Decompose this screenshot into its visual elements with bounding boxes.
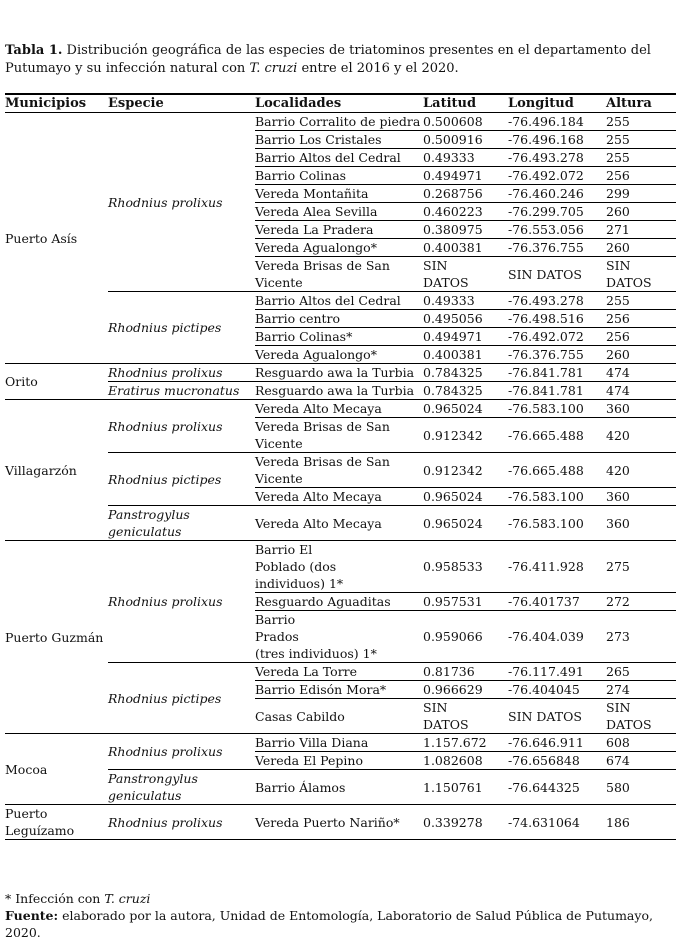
- latitude-cell: 0.965024: [423, 506, 508, 541]
- locality-cell: Barrio Colinas: [255, 167, 423, 185]
- altitude-cell: 255: [606, 149, 676, 167]
- altitude-cell: 186: [606, 805, 676, 840]
- latitude-cell: 0.957531: [423, 593, 508, 611]
- locality-cell: Vereda Agualongo*: [255, 346, 423, 364]
- longitude-cell: -74.631064: [508, 805, 606, 840]
- altitude-cell: 360: [606, 506, 676, 541]
- locality-cell: Vereda Alea Sevilla: [255, 203, 423, 221]
- table-row: [5, 113, 676, 131]
- altitude-cell: 474: [606, 382, 676, 400]
- triatomine-table: [5, 93, 676, 840]
- altitude-cell: 674: [606, 752, 676, 770]
- longitude-cell: -76.498.516: [508, 310, 606, 328]
- longitude-cell: -76.376.755: [508, 346, 606, 364]
- altitude-cell: 260: [606, 203, 676, 221]
- species-cell: Rhodnius prolixus: [108, 400, 255, 453]
- latitude-cell: 0.958533: [423, 541, 508, 593]
- footnote-text: * Infección con: [5, 891, 105, 906]
- longitude-cell: -76.376.755: [508, 239, 606, 257]
- species-cell: Rhodnius pictipes: [108, 453, 255, 506]
- longitude-cell: -76.553.056: [508, 221, 606, 239]
- longitude-cell: -76.411.928: [508, 541, 606, 593]
- longitude-cell: SIN DATOS: [508, 257, 606, 292]
- municipio-cell: Orito: [5, 364, 108, 400]
- table-caption: [5, 42, 675, 78]
- altitude-cell: 255: [606, 131, 676, 149]
- latitude-cell: 0.49333: [423, 292, 508, 310]
- locality-cell: Barrio centro: [255, 310, 423, 328]
- altitude-cell: 256: [606, 167, 676, 185]
- locality-cell: Vereda Puerto Nariño*: [255, 805, 423, 840]
- municipio-cell: Villagarzón: [5, 400, 108, 541]
- locality-cell: Vereda Alto Mecaya: [255, 506, 423, 541]
- altitude-cell: 273: [606, 611, 676, 663]
- locality-cell: Vereda Brisas de San Vicente: [255, 418, 423, 453]
- latitude-cell: 0.784325: [423, 364, 508, 382]
- longitude-cell: -76.644325: [508, 770, 606, 805]
- altitude-cell: 256: [606, 310, 676, 328]
- altitude-cell: 272: [606, 593, 676, 611]
- latitude-cell: 0.784325: [423, 382, 508, 400]
- altitude-cell: 360: [606, 488, 676, 506]
- longitude-cell: -76.299.705: [508, 203, 606, 221]
- latitude-cell: 0.965024: [423, 400, 508, 418]
- latitude-cell: 0.500608: [423, 113, 508, 131]
- locality-cell: Vereda Brisas de San Vicente: [255, 257, 423, 292]
- latitude-cell: 0.339278: [423, 805, 508, 840]
- altitude-cell: 474: [606, 364, 676, 382]
- altitude-cell: 255: [606, 292, 676, 310]
- altitude-cell: 420: [606, 453, 676, 488]
- caption-italic: T. cruzi: [249, 61, 298, 76]
- caption-text: Distribución geográfica de las especies de triatominos presentes en el departamento del Putumayo y su infección natural con: [5, 43, 651, 76]
- latitude-cell: 0.965024: [423, 488, 508, 506]
- longitude-cell: -76.496.184: [508, 113, 606, 131]
- locality-cell: Vereda Agualongo*: [255, 239, 423, 257]
- species-cell: Rhodnius pictipes: [108, 292, 255, 364]
- longitude-cell: -76.841.781: [508, 382, 606, 400]
- longitude-cell: -76.460.246: [508, 185, 606, 203]
- latitude-cell: 0.268756: [423, 185, 508, 203]
- locality-cell: Barrio Edisón Mora*: [255, 681, 423, 699]
- no-data-value: SIN DATOS: [423, 258, 469, 290]
- source-note: [5, 907, 675, 941]
- altitude-cell: 260: [606, 239, 676, 257]
- locality-cell: Barrio Prados (tres individuos) 1*: [255, 611, 423, 663]
- longitude-cell: -76.493.278: [508, 149, 606, 167]
- caption-text-end: entre el 2016 y el 2020.: [297, 61, 459, 76]
- longitude-cell: -76.496.168: [508, 131, 606, 149]
- locality-cell: Vereda La Pradera: [255, 221, 423, 239]
- table-notes: [5, 890, 675, 941]
- locality-cell: Barrio Altos del Cedral: [255, 292, 423, 310]
- altitude-cell: [606, 699, 676, 734]
- locality-cell: Vereda Brisas de San Vicente: [255, 453, 423, 488]
- locality-cell: Vereda Alto Mecaya: [255, 488, 423, 506]
- species-cell: Eratirus mucronatus: [108, 382, 255, 400]
- latitude-cell: 0.500916: [423, 131, 508, 149]
- longitude-cell: -76.841.781: [508, 364, 606, 382]
- altitude-cell: 608: [606, 734, 676, 752]
- altitude-cell: [606, 257, 676, 292]
- latitude-cell: 0.49333: [423, 149, 508, 167]
- municipio-cell: Mocoa: [5, 734, 108, 805]
- species-cell: Rhodnius pictipes: [108, 663, 255, 734]
- longitude-cell: -76.117.491: [508, 663, 606, 681]
- footnote: [5, 890, 675, 907]
- altitude-cell: 255: [606, 113, 676, 131]
- latitude-cell: 0.959066: [423, 611, 508, 663]
- latitude-cell: 0.380975: [423, 221, 508, 239]
- table-body: [5, 113, 676, 840]
- longitude-cell: SIN DATOS: [508, 699, 606, 734]
- locality-cell: Vereda El Pepino: [255, 752, 423, 770]
- species-cell: Panstrogylus geniculatus: [108, 506, 255, 541]
- footnote-italic: T. cruzi: [104, 891, 151, 906]
- locality-cell: Casas Cabildo: [255, 699, 423, 734]
- longitude-cell: -76.583.100: [508, 506, 606, 541]
- latitude-cell: 0.912342: [423, 418, 508, 453]
- longitude-cell: -76.583.100: [508, 400, 606, 418]
- source-label: Fuente:: [5, 908, 59, 923]
- locality-cell: Barrio Altos del Cedral: [255, 149, 423, 167]
- locality-cell: Resguardo Aguaditas: [255, 593, 423, 611]
- header-latitud: Latitud: [423, 94, 508, 113]
- header-longitud: Longitud: [508, 94, 606, 113]
- latitude-cell: 0.912342: [423, 453, 508, 488]
- species-cell: Rhodnius prolixus: [108, 113, 255, 292]
- altitude-cell: 420: [606, 418, 676, 453]
- longitude-cell: -76.665.488: [508, 453, 606, 488]
- header-especie: Especie: [108, 94, 255, 113]
- caption-label: Tabla 1.: [5, 43, 63, 58]
- no-data-value: SIN DATOS: [423, 700, 469, 732]
- altitude-cell: 580: [606, 770, 676, 805]
- latitude-cell: 1.157.672: [423, 734, 508, 752]
- latitude-cell: 0.400381: [423, 239, 508, 257]
- longitude-cell: -76.656848: [508, 752, 606, 770]
- longitude-cell: -76.404.039: [508, 611, 606, 663]
- latitude-cell: [423, 257, 508, 292]
- species-cell: Rhodnius prolixus: [108, 541, 255, 663]
- longitude-cell: -76.401737: [508, 593, 606, 611]
- altitude-cell: 256: [606, 328, 676, 346]
- altitude-cell: 299: [606, 185, 676, 203]
- locality-cell: Barrio Los Cristales: [255, 131, 423, 149]
- longitude-cell: -76.646.911: [508, 734, 606, 752]
- no-data-value: SIN DATOS: [606, 258, 652, 290]
- latitude-cell: 0.495056: [423, 310, 508, 328]
- locality-cell: Barrio Villa Diana: [255, 734, 423, 752]
- altitude-cell: 265: [606, 663, 676, 681]
- locality-cell: Barrio El Poblado (dos individuos) 1*: [255, 541, 423, 593]
- longitude-cell: -76.492.072: [508, 167, 606, 185]
- longitude-cell: -76.492.072: [508, 328, 606, 346]
- altitude-cell: 260: [606, 346, 676, 364]
- longitude-cell: -76.493.278: [508, 292, 606, 310]
- municipio-cell: Puerto Guzmán: [5, 541, 108, 734]
- header-localidades: Localidades: [255, 94, 423, 113]
- table-row: [5, 541, 676, 593]
- species-cell: Rhodnius prolixus: [108, 364, 255, 382]
- altitude-cell: 360: [606, 400, 676, 418]
- locality-cell: Vereda La Torre: [255, 663, 423, 681]
- table-row: [5, 400, 676, 418]
- altitude-cell: 274: [606, 681, 676, 699]
- header-row: [5, 94, 676, 113]
- latitude-cell: 0.460223: [423, 203, 508, 221]
- latitude-cell: 1.082608: [423, 752, 508, 770]
- latitude-cell: 0.494971: [423, 167, 508, 185]
- locality-cell: Barrio Álamos: [255, 770, 423, 805]
- longitude-cell: -76.583.100: [508, 488, 606, 506]
- locality-cell: Barrio Corralito de piedra: [255, 113, 423, 131]
- altitude-cell: 275: [606, 541, 676, 593]
- species-cell: Panstrongylus geniculatus: [108, 770, 255, 805]
- latitude-cell: 1.150761: [423, 770, 508, 805]
- municipio-cell: Puerto Asís: [5, 113, 108, 364]
- municipio-cell: Puerto Leguízamo: [5, 805, 108, 840]
- locality-cell: Vereda Montañita: [255, 185, 423, 203]
- latitude-cell: 0.400381: [423, 346, 508, 364]
- species-cell: Rhodnius prolixus: [108, 805, 255, 840]
- header-altura: Altura: [606, 94, 676, 113]
- altitude-cell: 271: [606, 221, 676, 239]
- locality-cell: Resguardo awa la Turbia: [255, 364, 423, 382]
- latitude-cell: [423, 699, 508, 734]
- locality-cell: Vereda Alto Mecaya: [255, 400, 423, 418]
- longitude-cell: -76.404045: [508, 681, 606, 699]
- species-cell: Rhodnius prolixus: [108, 734, 255, 770]
- latitude-cell: 0.494971: [423, 328, 508, 346]
- longitude-cell: -76.665.488: [508, 418, 606, 453]
- locality-cell: Resguardo awa la Turbia: [255, 382, 423, 400]
- header-municipios: Municipios: [5, 94, 108, 113]
- source-text: elaborado por la autora, Unidad de Entomología, Laboratorio de Salud Pública de Putumayo, 2020.: [5, 908, 653, 940]
- table-row: [5, 734, 676, 752]
- table-row: [5, 364, 676, 382]
- locality-cell: Barrio Colinas*: [255, 328, 423, 346]
- no-data-value: SIN DATOS: [606, 700, 652, 732]
- latitude-cell: 0.81736: [423, 663, 508, 681]
- latitude-cell: 0.966629: [423, 681, 508, 699]
- table-row: [5, 805, 676, 840]
